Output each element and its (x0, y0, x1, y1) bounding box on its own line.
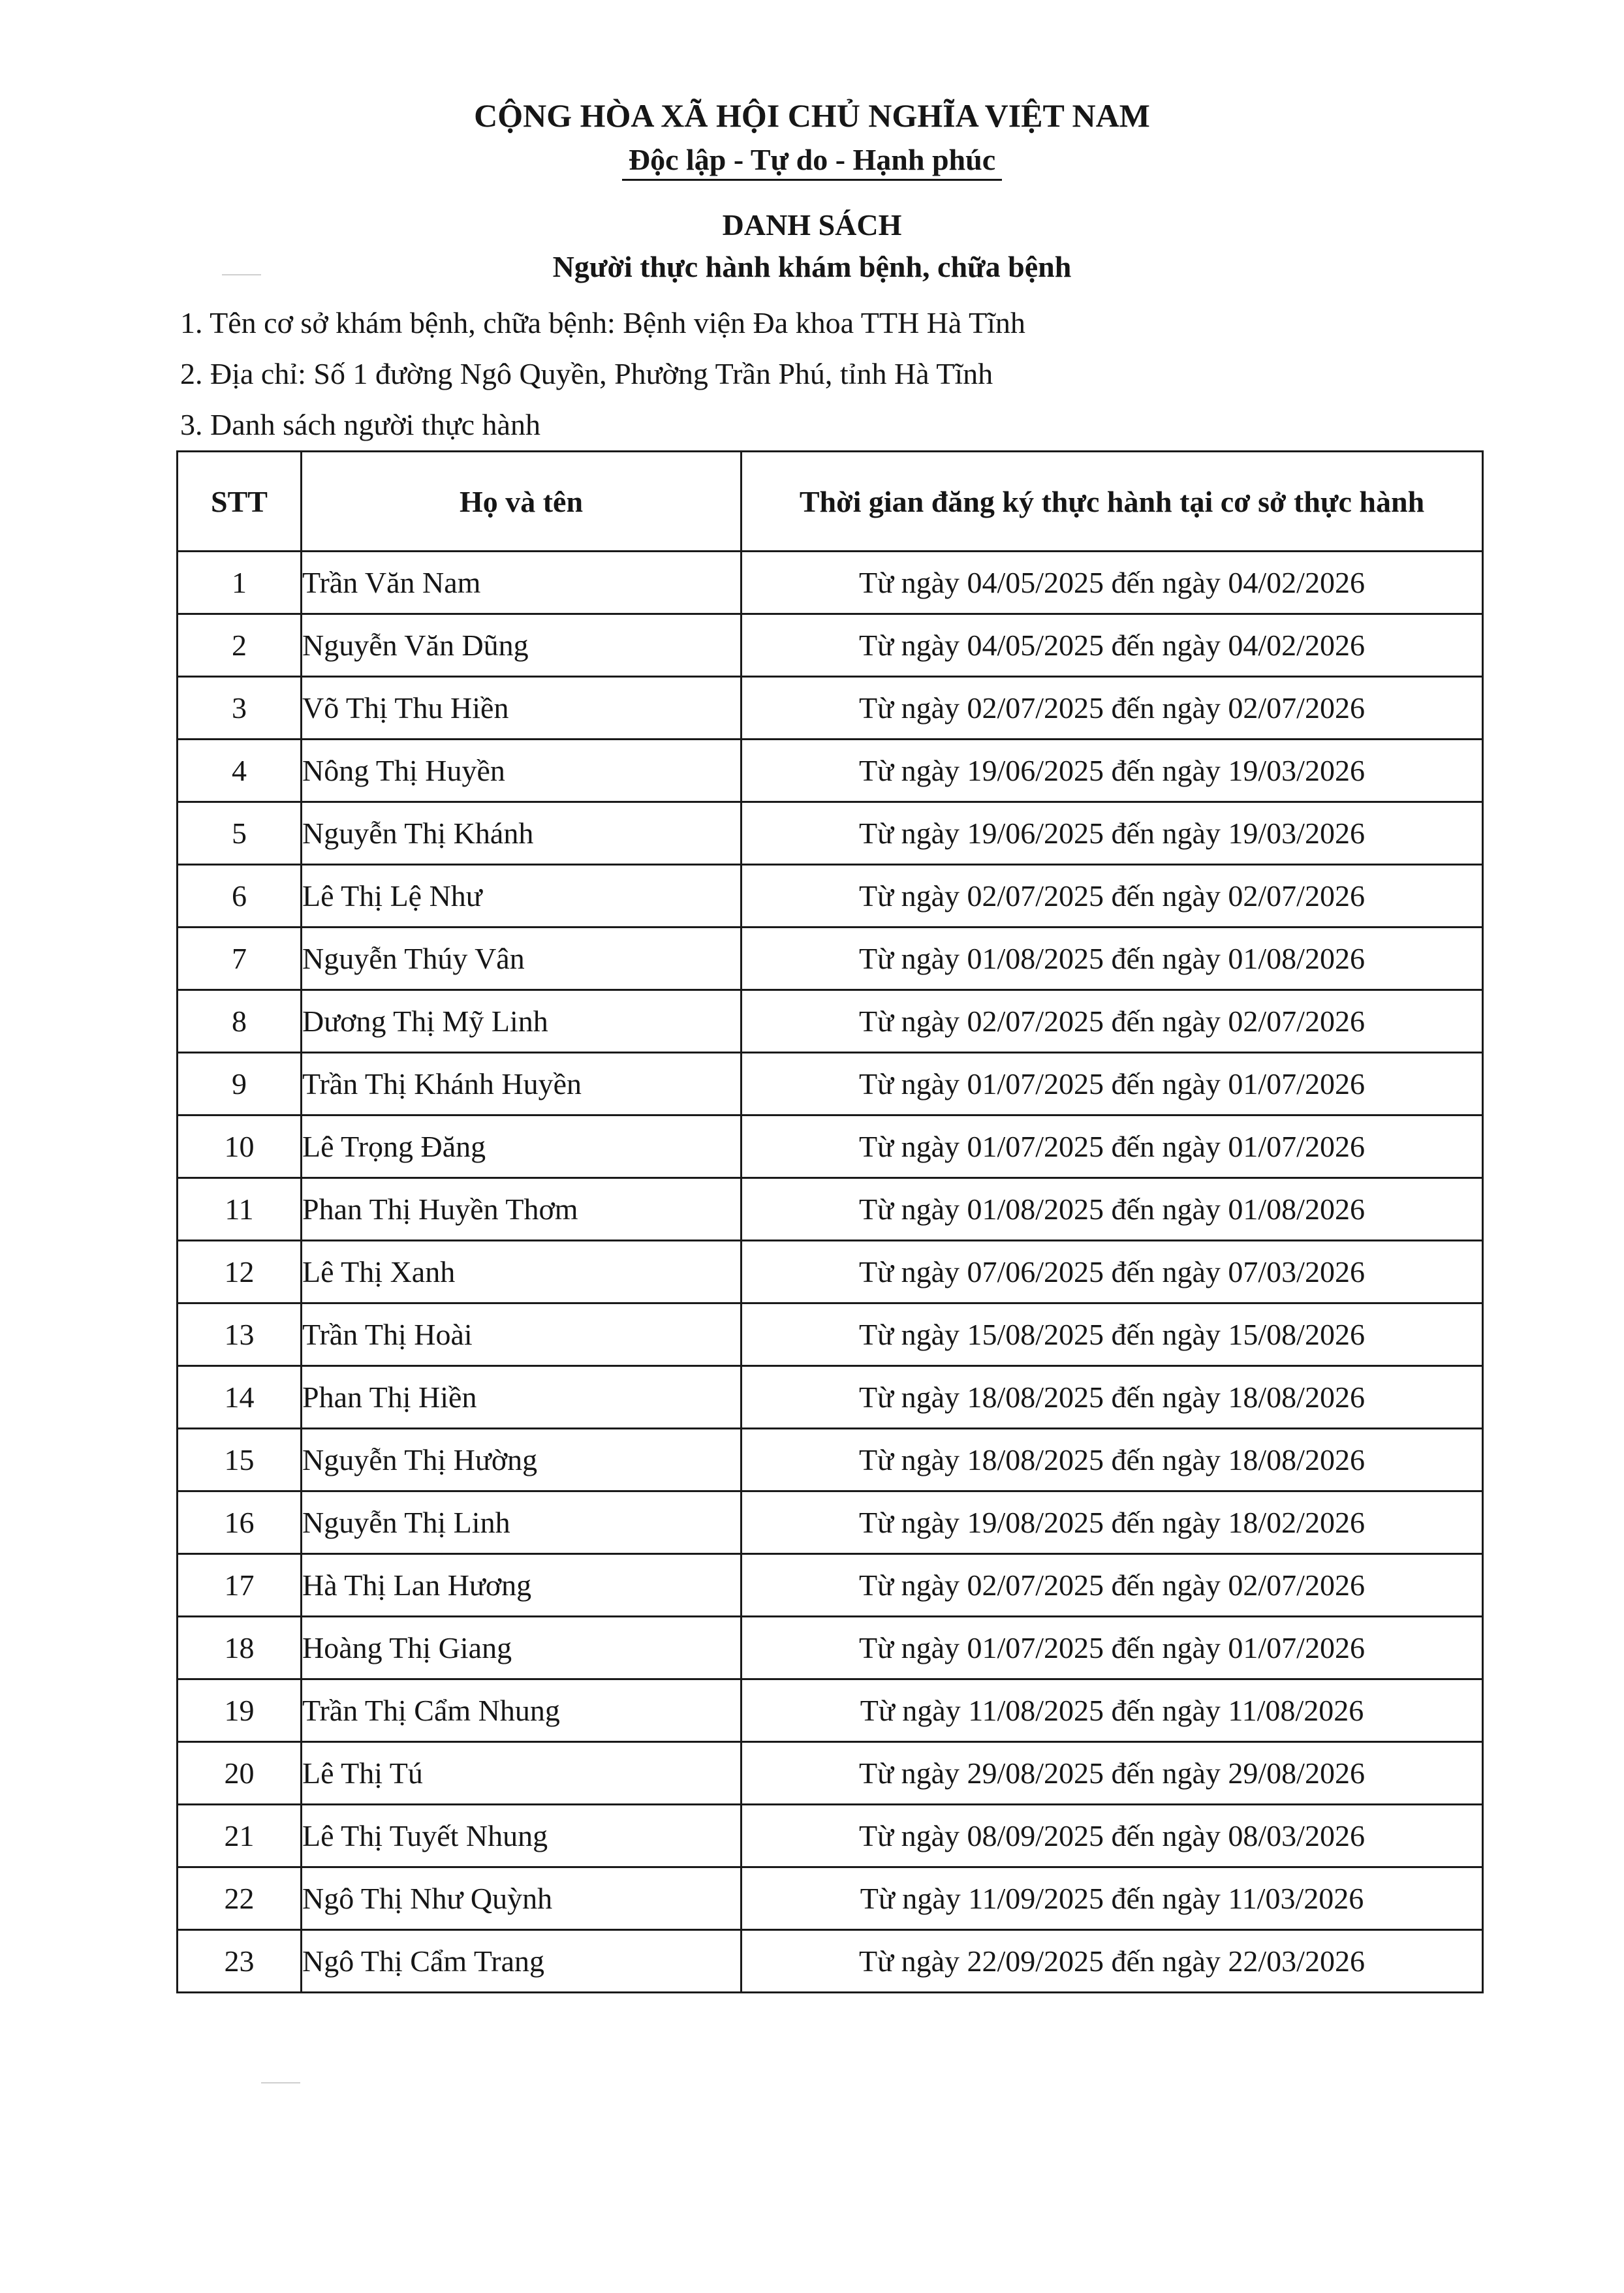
row-stt: 14 (178, 1366, 302, 1429)
row-stt: 12 (178, 1241, 302, 1303)
row-time: Từ ngày 01/07/2025 đến ngày 01/07/2026 (742, 1617, 1483, 1679)
row-stt: 19 (178, 1679, 302, 1742)
table-row (178, 1178, 1483, 1241)
row-time: Từ ngày 01/07/2025 đến ngày 01/07/2026 (742, 1115, 1483, 1178)
row-name: Trần Thị Khánh Huyền (302, 1053, 742, 1115)
row-name: Trần Văn Nam (302, 552, 742, 614)
national-motto (0, 142, 1624, 177)
row-stt: 9 (178, 1053, 302, 1115)
row-stt: 5 (178, 802, 302, 865)
row-name: Phan Thị Huyền Thơm (302, 1178, 742, 1241)
row-name: Nguyễn Thị Khánh (302, 802, 742, 865)
row-stt: 15 (178, 1429, 302, 1491)
row-name: Nông Thị Huyền (302, 740, 742, 802)
table-row (178, 865, 1483, 928)
row-time: Từ ngày 19/08/2025 đến ngày 18/02/2026 (742, 1491, 1483, 1554)
table-row (178, 1429, 1483, 1491)
row-name: Hà Thị Lan Hương (302, 1554, 742, 1617)
row-name: Ngô Thị Cẩm Trang (302, 1930, 742, 1993)
row-name: Lê Thị Lệ Như (302, 865, 742, 928)
table-header-row (178, 452, 1483, 552)
row-time: Từ ngày 04/05/2025 đến ngày 04/02/2026 (742, 614, 1483, 677)
row-name: Nguyễn Thị Hường (302, 1429, 742, 1491)
row-time: Từ ngày 02/07/2025 đến ngày 02/07/2026 (742, 1554, 1483, 1617)
table-row (178, 928, 1483, 990)
row-time: Từ ngày 19/06/2025 đến ngày 19/03/2026 (742, 740, 1483, 802)
row-time: Từ ngày 04/05/2025 đến ngày 04/02/2026 (742, 552, 1483, 614)
table-row (178, 1617, 1483, 1679)
column-header-name: Họ và tên (302, 452, 742, 552)
row-time: Từ ngày 02/07/2025 đến ngày 02/07/2026 (742, 990, 1483, 1053)
row-stt: 21 (178, 1805, 302, 1867)
table-row (178, 1366, 1483, 1429)
table-row (178, 614, 1483, 677)
row-stt: 3 (178, 677, 302, 740)
row-stt: 10 (178, 1115, 302, 1178)
row-name: Nguyễn Thúy Vân (302, 928, 742, 990)
row-time: Từ ngày 07/06/2025 đến ngày 07/03/2026 (742, 1241, 1483, 1303)
row-name: Lê Thị Tuyết Nhung (302, 1805, 742, 1867)
row-stt: 1 (178, 552, 302, 614)
row-name: Trần Thị Cẩm Nhung (302, 1679, 742, 1742)
row-time: Từ ngày 02/07/2025 đến ngày 02/07/2026 (742, 677, 1483, 740)
practitioner-list-heading: 3. Danh sách người thực hành (180, 408, 540, 441)
table-row (178, 677, 1483, 740)
row-stt: 22 (178, 1867, 302, 1930)
row-stt: 7 (178, 928, 302, 990)
national-motto-text: Độc lập - Tự do - Hạnh phúc (622, 143, 1002, 181)
row-stt: 20 (178, 1742, 302, 1805)
row-stt: 13 (178, 1303, 302, 1366)
table-row (178, 740, 1483, 802)
practitioner-table (176, 450, 1484, 1993)
table-row (178, 990, 1483, 1053)
scan-artifact (261, 2082, 300, 2083)
row-name: Nguyễn Văn Dũng (302, 614, 742, 677)
row-stt: 18 (178, 1617, 302, 1679)
row-stt: 8 (178, 990, 302, 1053)
row-stt: 11 (178, 1178, 302, 1241)
table-row (178, 802, 1483, 865)
table-row (178, 1805, 1483, 1867)
table-row (178, 1554, 1483, 1617)
row-stt: 2 (178, 614, 302, 677)
row-name: Lê Thị Xanh (302, 1241, 742, 1303)
table-body (178, 552, 1483, 1993)
scan-artifact (222, 274, 261, 275)
row-name: Lê Trọng Đăng (302, 1115, 742, 1178)
row-name: Lê Thị Tú (302, 1742, 742, 1805)
row-time: Từ ngày 01/08/2025 đến ngày 01/08/2026 (742, 1178, 1483, 1241)
row-time: Từ ngày 29/08/2025 đến ngày 29/08/2026 (742, 1742, 1483, 1805)
row-stt: 16 (178, 1491, 302, 1554)
row-time: Từ ngày 19/06/2025 đến ngày 19/03/2026 (742, 802, 1483, 865)
row-name: Võ Thị Thu Hiền (302, 677, 742, 740)
row-name: Hoàng Thị Giang (302, 1617, 742, 1679)
table-row (178, 1053, 1483, 1115)
row-time: Từ ngày 11/08/2025 đến ngày 11/08/2026 (742, 1679, 1483, 1742)
row-time: Từ ngày 08/09/2025 đến ngày 08/03/2026 (742, 1805, 1483, 1867)
table-row (178, 1930, 1483, 1993)
column-header-stt: STT (178, 452, 302, 552)
table-row (178, 1867, 1483, 1930)
row-stt: 6 (178, 865, 302, 928)
national-title: CỘNG HÒA XÃ HỘI CHỦ NGHĨA VIỆT NAM (474, 97, 1150, 134)
row-stt: 17 (178, 1554, 302, 1617)
table-row (178, 552, 1483, 614)
row-time: Từ ngày 15/08/2025 đến ngày 15/08/2026 (742, 1303, 1483, 1366)
table-row (178, 1241, 1483, 1303)
table-row (178, 1115, 1483, 1178)
row-time: Từ ngày 18/08/2025 đến ngày 18/08/2026 (742, 1366, 1483, 1429)
row-time: Từ ngày 11/09/2025 đến ngày 11/03/2026 (742, 1867, 1483, 1930)
row-time: Từ ngày 01/07/2025 đến ngày 01/07/2026 (742, 1053, 1483, 1115)
table-row (178, 1491, 1483, 1554)
row-name: Trần Thị Hoài (302, 1303, 742, 1366)
row-stt: 23 (178, 1930, 302, 1993)
row-time: Từ ngày 01/08/2025 đến ngày 01/08/2026 (742, 928, 1483, 990)
row-name: Phan Thị Hiền (302, 1366, 742, 1429)
row-time: Từ ngày 22/09/2025 đến ngày 22/03/2026 (742, 1930, 1483, 1993)
table-row (178, 1303, 1483, 1366)
table-row (178, 1742, 1483, 1805)
facility-name-line: 1. Tên cơ sở khám bệnh, chữa bệnh: Bệnh viện Đa khoa TTH Hà Tĩnh (180, 306, 1025, 339)
row-name: Dương Thị Mỹ Linh (302, 990, 742, 1053)
row-name: Ngô Thị Như Quỳnh (302, 1867, 742, 1930)
row-name: Nguyễn Thị Linh (302, 1491, 742, 1554)
table-row (178, 1679, 1483, 1742)
document-subtitle: Người thực hành khám bệnh, chữa bệnh (552, 250, 1072, 283)
row-time: Từ ngày 02/07/2025 đến ngày 02/07/2026 (742, 865, 1483, 928)
document-title: DANH SÁCH (722, 208, 902, 242)
column-header-time: Thời gian đăng ký thực hành tại cơ sở thực hành (742, 452, 1483, 552)
row-time: Từ ngày 18/08/2025 đến ngày 18/08/2026 (742, 1429, 1483, 1491)
facility-address-line: 2. Địa chỉ: Số 1 đường Ngô Quyền, Phường Trần Phú, tỉnh Hà Tĩnh (180, 357, 993, 390)
row-stt: 4 (178, 740, 302, 802)
